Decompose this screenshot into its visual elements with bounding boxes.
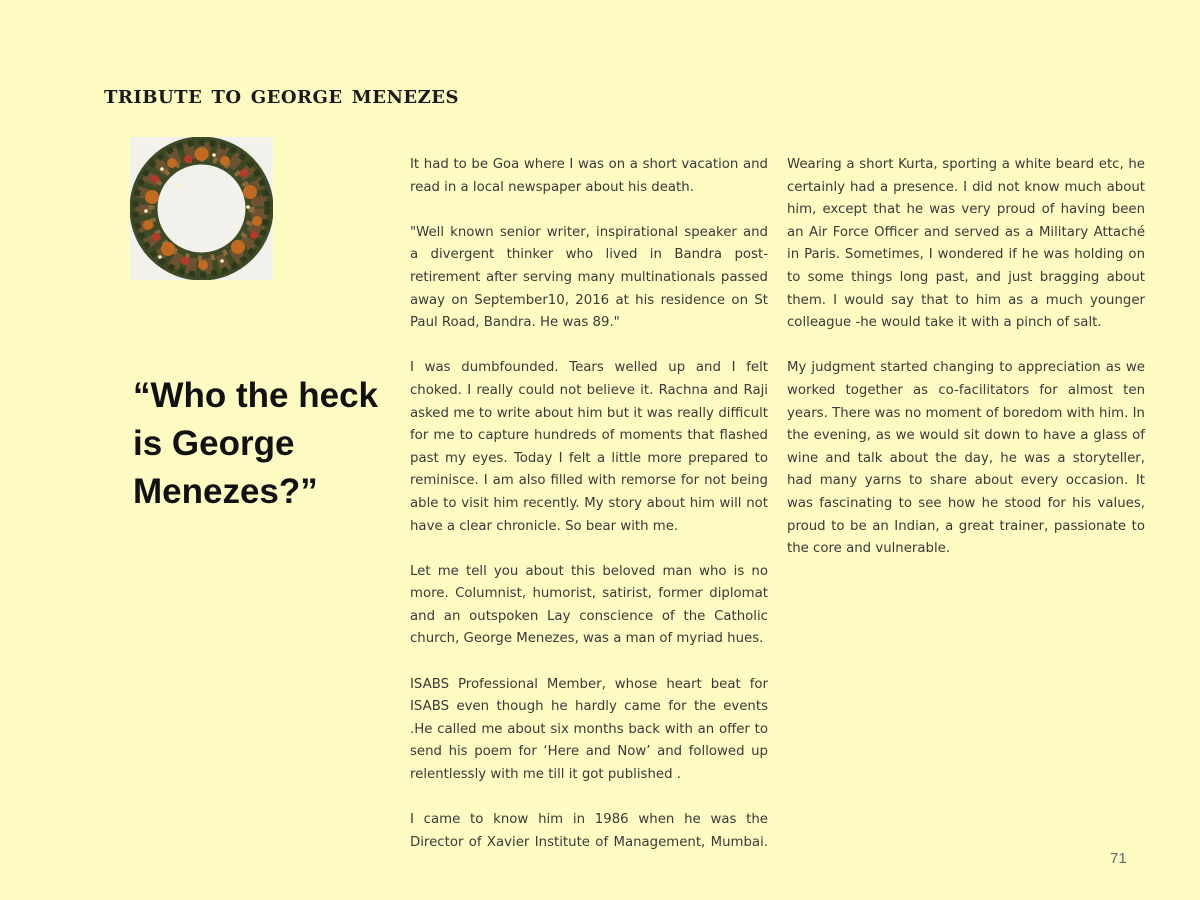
article-paragraph: Let me tell you about this beloved man who is no more. Columnist, humorist, satirist, former diplomat and an outspoken Lay conscience of the Catholic church, George Menezes, was a man of myriad hues. xyxy=(410,563,768,647)
christmas-wreath-icon xyxy=(130,137,273,280)
page-number: 71 xyxy=(1110,850,1127,867)
article-paragraph: My judgment started changing to appreciation as we worked together as co-facilitators for almost ten years. There was no moment of boredom with him. In the evening, as we would sit down to have a glass of wine and talk about the day, he was a storyteller, had many yarns to share about every occasion. It was fascinating to see how he stood for his values, proud to be an Indian, a great trainer, passionate to the core and vulnerable. xyxy=(787,360,1145,557)
article-paragraph: I came to know him in 1986 when he was the Director of Xavier Institute of Management, Mumbai. Wearing a short Kurta, sporting a white beard etc, he certainly had a presence. I did not know much about him, except that he was very proud of having been an Air Force Officer and served as a Military Attaché in Paris. Sometimes, I wondered if he was holding on to some things long past, and just bragging about them. I would say that to him as a much younger colleague -he would take it with a pinch of salt. xyxy=(410,157,1145,850)
article-body xyxy=(410,154,1145,864)
article-paragraph: ISABS Professional Member, whose heart beat for ISABS even though he hardly came for the events .He called me about six months back with an offer to send his poem for ‘Here and Now’ and followed up relentlessly with me till it got published . xyxy=(410,676,768,783)
pull-quote: “Who the heck is George Menezes?” xyxy=(133,376,379,511)
slide-title: tribute to george menezes xyxy=(104,80,459,109)
article-paragraph: It had to be Goa where I was on a short vacation and read in a local newspaper about his death. xyxy=(410,157,768,195)
wreath-image xyxy=(130,137,273,280)
article-paragraph: "Well known senior writer, inspirational speaker and a divergent thinker who lived in Bandra post-retirement after serving many multinationals passed away on September10, 2016 at his residence on St Paul Road, Bandra. He was 89." xyxy=(410,224,768,331)
article-paragraph: I was dumbfounded. Tears welled up and I felt choked. I really could not believe it. Rachna and Raji asked me to write about him but it was really difficult for me to capture hundreds of moments that flashed past my eyes. Today I felt a little more prepared to reminisce. I am also filled with remorse for not being able to visit him recently. My story about him will not have a clear chronicle. So bear with me. xyxy=(410,360,768,534)
